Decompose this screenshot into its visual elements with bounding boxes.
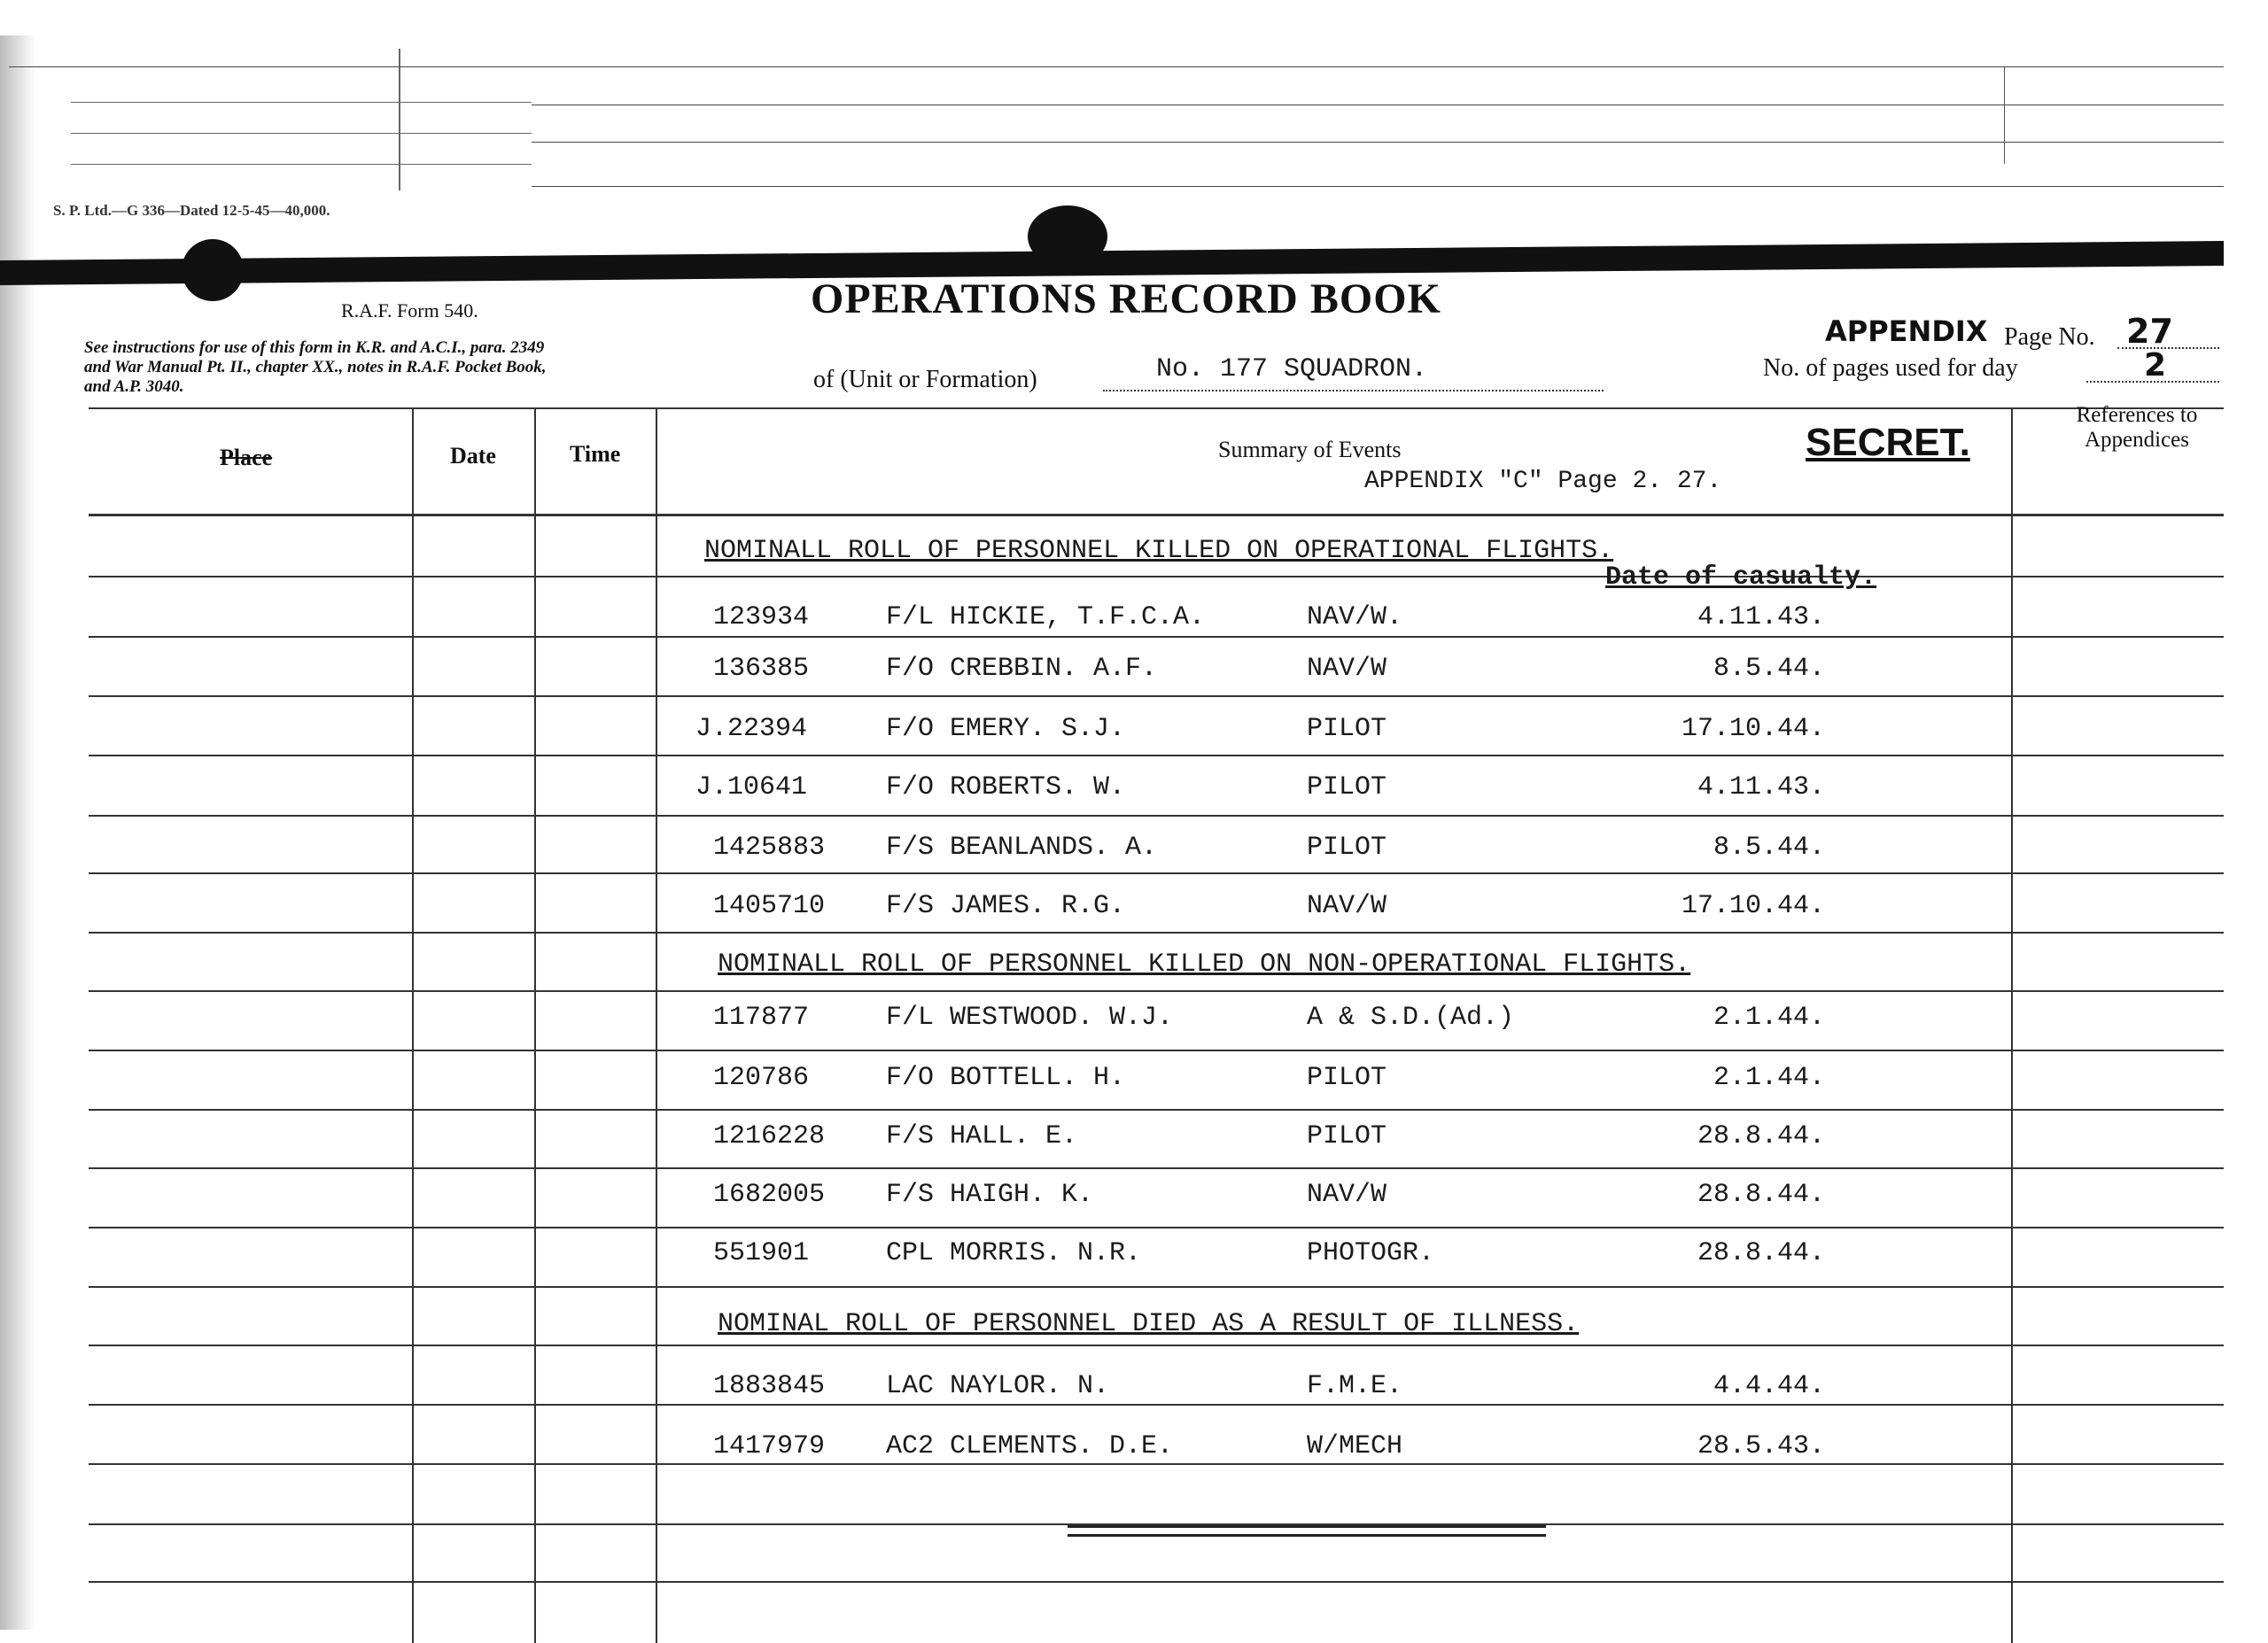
- col-header-time: Time: [570, 441, 621, 467]
- ruled-line: [89, 815, 2224, 817]
- ruled-line: [89, 932, 2224, 934]
- trade: NAV/W: [1307, 1180, 1387, 1210]
- casualty-date: 28.8.44.: [1697, 1180, 1825, 1210]
- col-header-date: Date: [450, 443, 496, 469]
- service-number: 1417979: [713, 1431, 826, 1461]
- table-header-rule: [89, 514, 2224, 516]
- trade: PHOTOGR.: [1307, 1238, 1435, 1268]
- binding-hole-left: [182, 239, 244, 301]
- trade: W/MECH: [1307, 1431, 1403, 1461]
- section-heading: NOMINAL ROLL OF PERSONNEL DIED AS A RESULT OF ILLNESS.: [718, 1309, 1580, 1339]
- ruled-line: [89, 1227, 2224, 1228]
- trade: PILOT: [1307, 1063, 1387, 1093]
- trade: NAV/W: [1307, 891, 1387, 921]
- form-instructions: See instructions for use of this form in K.R. and A.C.I., para. 2349 and War Manual Pt. II., chapter XX., notes in R.A.F. Pocket Book, and A.P. 3040.: [84, 338, 547, 396]
- form-number: R.A.F. Form 540.: [341, 299, 478, 322]
- stub-area: [71, 49, 532, 190]
- page-dotted-line: [2117, 347, 2219, 349]
- ruled-line: [89, 1463, 2224, 1465]
- rank-name: F/S BEANLANDS. A.: [886, 833, 1158, 863]
- trade: PILOT: [1307, 833, 1387, 863]
- trade: PILOT: [1307, 1121, 1387, 1151]
- trade: NAV/W: [1307, 654, 1387, 684]
- rank-name: LAC NAYLOR. N.: [886, 1371, 1110, 1401]
- rank-name: F/O ROBERTS. W.: [886, 772, 1126, 802]
- casualty-date: 17.10.44.: [1681, 891, 1825, 921]
- appendix-handwritten: APPENDIX: [1825, 314, 1988, 348]
- service-number: 1682005: [713, 1180, 826, 1210]
- ruled-line: [89, 872, 2224, 874]
- ruled-line: [89, 1286, 2224, 1288]
- closing-rule-2: [1068, 1534, 1546, 1537]
- unit-label: of (Unit or Formation): [813, 366, 1037, 393]
- pages-used-value: 2: [2144, 347, 2167, 384]
- page-value: 27: [2126, 312, 2173, 351]
- service-number: 1883845: [713, 1371, 826, 1401]
- top-line-4: [532, 186, 2224, 187]
- service-number: 551901: [713, 1238, 810, 1268]
- unit-value: No. 177 SQUADRON.: [1156, 354, 1428, 384]
- pages-used-label: No. of pages used for day: [1763, 354, 2018, 382]
- printer-line: S. P. Ltd.—G 336—Dated 12-5-45—40,000.: [53, 202, 330, 219]
- section-heading-operational: NOMINALL ROLL OF PERSONNEL KILLED ON OPERATIONAL FLIGHTS.: [704, 536, 1614, 566]
- casualty-date: 28.8.44.: [1697, 1121, 1825, 1151]
- rank-name: CPL MORRIS. N.R.: [886, 1238, 1142, 1268]
- service-number: 1405710: [713, 891, 826, 921]
- ruled-line: [89, 1581, 2224, 1583]
- rank-name: F/L HICKIE, T.F.C.A.: [886, 602, 1206, 632]
- appendix-reference: APPENDIX "C" Page 2. 27.: [1364, 468, 1722, 495]
- ruled-line: [89, 1345, 2224, 1346]
- rank-name: F/O CREBBIN. A.F.: [886, 654, 1158, 684]
- top-line-3: [532, 142, 2224, 143]
- service-number: J.10641: [695, 772, 808, 802]
- casualty-date: 17.10.44.: [1681, 714, 1825, 744]
- col-header-references: References to Appendices: [2076, 403, 2198, 452]
- rank-name: F/S JAMES. R.G.: [886, 891, 1126, 921]
- ruled-line: [89, 1404, 2224, 1406]
- casualty-date: 4.4.44.: [1713, 1371, 1825, 1401]
- casualty-date: 2.1.44.: [1713, 1063, 1825, 1093]
- casualty-date: 8.5.44.: [1713, 654, 1825, 684]
- ruled-line: [89, 636, 2224, 638]
- page-label: Page No.: [2004, 323, 2095, 351]
- secret-stamp: SECRET.: [1806, 421, 1970, 464]
- date-of-casualty-header: Date of casualty.: [1605, 562, 1877, 593]
- rank-name: F/S HAIGH. K.: [886, 1180, 1094, 1210]
- col-divider-place: [412, 407, 414, 1643]
- casualty-date: 28.8.44.: [1697, 1238, 1825, 1268]
- closing-rule-1: [1068, 1525, 1546, 1528]
- casualty-date: 28.5.43.: [1697, 1431, 1825, 1461]
- service-number: 117877: [713, 1003, 810, 1033]
- rank-name: AC2 CLEMENTS. D.E.: [886, 1431, 1174, 1461]
- ruled-line: [89, 1167, 2224, 1169]
- trade: PILOT: [1307, 714, 1387, 744]
- binding-hole-right: [1028, 205, 1107, 267]
- rank-name: F/L WESTWOOD. W.J.: [886, 1003, 1174, 1033]
- service-number: 1216228: [713, 1121, 826, 1151]
- ruled-line: [89, 1050, 2224, 1051]
- ruled-line: [89, 695, 2224, 697]
- ruled-line: [89, 576, 2224, 577]
- trade: F.M.E.: [1307, 1371, 1403, 1401]
- col-divider-time: [656, 407, 657, 1643]
- service-number: 136385: [713, 654, 810, 684]
- col-divider-summary: [2011, 407, 2013, 1643]
- top-line-1: [9, 66, 2224, 67]
- service-number: 123934: [713, 602, 810, 632]
- ruled-line: [89, 990, 2224, 992]
- casualty-date: 8.5.44.: [1713, 833, 1825, 863]
- trade: NAV/W.: [1307, 602, 1403, 632]
- trade: PILOT: [1307, 772, 1387, 802]
- ruled-line: [89, 755, 2224, 756]
- service-number: 120786: [713, 1063, 810, 1093]
- ruled-line: [89, 1109, 2224, 1111]
- casualty-date: 4.11.43.: [1697, 772, 1825, 802]
- col-header-summary: Summary of Events: [1218, 437, 1402, 462]
- table-top-rule: [89, 407, 2224, 409]
- col-divider-date: [534, 407, 536, 1643]
- rank-name: F/S HALL. E.: [886, 1121, 1078, 1151]
- rank-name: F/O EMERY. S.J.: [886, 714, 1126, 744]
- rank-name: F/O BOTTELL. H.: [886, 1063, 1126, 1093]
- pages-used-dotted-line: [2086, 381, 2219, 383]
- col-header-place: Place: [220, 445, 273, 470]
- unit-dotted-line: [1103, 390, 1604, 391]
- casualty-date: 4.11.43.: [1697, 602, 1825, 632]
- trade: A & S.D.(Ad.): [1307, 1003, 1515, 1033]
- service-number: 1425883: [713, 833, 826, 863]
- top-right-divider: [2004, 66, 2005, 164]
- service-number: J.22394: [695, 714, 808, 744]
- form-title: OPERATIONS RECORD BOOK: [811, 275, 1441, 322]
- casualty-date: 2.1.44.: [1713, 1003, 1825, 1033]
- section-heading: NOMINALL ROLL OF PERSONNEL KILLED ON NON-OPERATIONAL FLIGHTS.: [718, 949, 1691, 980]
